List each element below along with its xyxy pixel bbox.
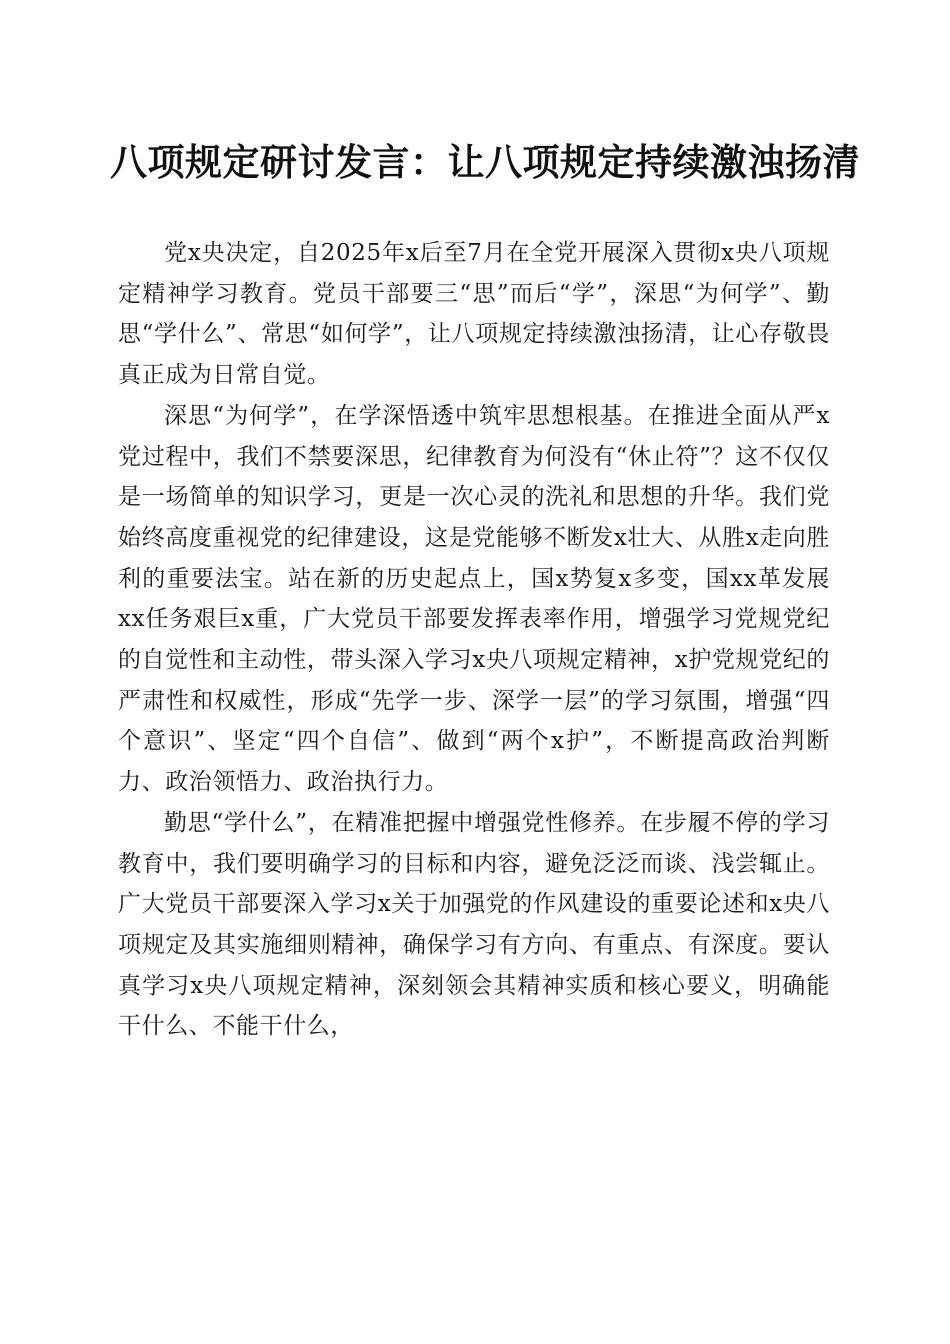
paragraph-intro: 党x央决定，自2025年x后至7月在全党开展深入贯彻x央八项规定精神学习教育。党员干部要三“思”而后“学”，深思“为何学”、勤思“学什么”、常思“如何学”，让八项规定持续激浊扬清，让心存敬畏真正成为日常自觉。 [118, 240, 830, 389]
paragraph-why-learn: 深思“为何学”，在学深悟透中筑牢思想根基。在推进全面从严x党过程中，我们不禁要深思，纪律教育为何没有“休止符”？这不仅仅是一场简单的知识学习，更是一次心灵的洗礼和思想的升华。我们党始终高度重视党的纪律建设，这是党能够不断发x壮大、从胜x走向胜利的重要法宝。站在新的历史起点上，国x势复x多变，国xx革发展xx任务艰巨x重，广大党员干部要发挥表率作用，增强学习党规党纪的自觉性和主动性，带头深入学习x央八项规定精神，x护党规党纪的严肃性和权威性，形成“先学一步、深学一层”的学习氛围，增强“四个意识”、坚定“四个自信”、做到“两个x护”，不断提高政治判断力、政治领悟力、政治执行力。 [118, 402, 830, 796]
document-title: 八项规定研讨发言：让八项规定持续激浊扬清 [110, 140, 860, 184]
document-body [118, 233, 830, 1047]
paragraph-what-learn: 勤思“学什么”，在精准把握中增强党性修养。在步履不停的学习教育中，我们要明确学习的目标和内容，避免泛泛而谈、浅尝辄止。广大党员干部要深入学习x关于加强党的作风建设的重要论述和x央八项规定及其实施细则精神，确保学习有方向、有重点、有深度。要认真学习x央八项规定精神，深刻领会其精神实质和核心要义，明确能干什么、不能干什么， [118, 809, 830, 1040]
